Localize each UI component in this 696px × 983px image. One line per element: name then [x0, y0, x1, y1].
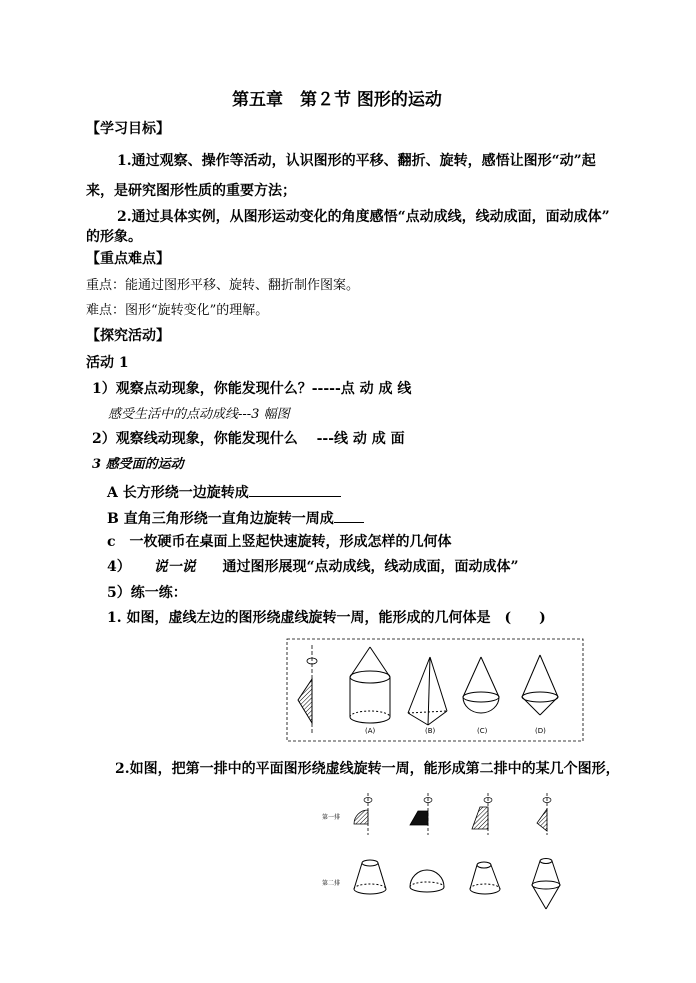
- figure-1-label-c: (C): [477, 727, 488, 735]
- figure-2-row1-shape-3: [472, 793, 492, 835]
- figure-1-label-b: (B): [425, 727, 436, 735]
- figure-2: [318, 785, 578, 915]
- question-4-say: 说一说: [153, 559, 196, 575]
- figure-1-option-c: [463, 657, 499, 713]
- figure-1-label-d: (D): [535, 727, 546, 735]
- question-1-note: 感受生活中的点动成线---3 幅图: [108, 407, 290, 422]
- figure-2-row1-shape-1: [354, 793, 372, 835]
- figure-1-option-a: [350, 647, 390, 723]
- question-1: 1）观察点动现象，你能发现什么？-----点 动 成 线: [92, 381, 412, 397]
- page-title: 第五章 第２节 图形的运动: [232, 90, 442, 110]
- figure-2-row2-frustum: [354, 860, 386, 894]
- goal2-line1: 2.通过具体实例，从图形运动变化的角度感悟“点动成线，线动成面，面动成体”: [117, 209, 610, 225]
- question-4-num: 4）: [107, 559, 131, 575]
- question-3-header: 3 感受面的运动: [92, 457, 184, 472]
- answer-blank-b[interactable]: [334, 510, 364, 523]
- key-header: 【重点难点】: [86, 251, 170, 267]
- exercise-2: 2.如图，把第一排中的平面图形绕虚线旋转一周，能形成第二排中的某几个图形，: [115, 761, 620, 777]
- figure-1-source-shape: [298, 645, 317, 735]
- exercise-1: 1. 如图，虚线左边的图形绕虚线旋转一周，能形成的几何体是 ( ): [107, 610, 546, 626]
- goal2-line2: 的形象。: [86, 229, 142, 245]
- figure-2-row1-label: 第一排: [322, 814, 341, 821]
- goal1-line1: 1.通过观察、操作等活动，认识图形的平移、翻折、旋转，感悟让图形“动”起: [117, 153, 596, 169]
- figure-1-frame: [287, 639, 583, 741]
- figure-1: [285, 635, 585, 745]
- question-b-text: B 直角三角形绕一直角边旋转一周成: [107, 511, 334, 527]
- question-4: [107, 560, 519, 574]
- goal1-line2: 来，是研究图形性质的重要方法；: [86, 183, 296, 199]
- question-a: [107, 484, 341, 500]
- figure-2-row1-shape-2: [410, 793, 432, 835]
- figure-2-row2-hemisphere: [410, 870, 444, 892]
- key-point: 重点：能通过图形平移、旋转、翻折制作图案。: [86, 278, 360, 293]
- question-2: 2）观察线动现象，你能发现什么 ---线 动 成 面: [92, 431, 405, 447]
- figure-1-option-d: [522, 655, 558, 715]
- figure-2-row2-cone-frustum: [470, 862, 500, 894]
- goals-header: 【学习目标】: [86, 121, 170, 137]
- figure-2-row2-label: 第二排: [322, 880, 341, 887]
- figure-1-label-a: (A): [365, 727, 376, 735]
- question-c: c 一枚硬币在桌面上竖起快速旋转，形成怎样的几何体: [107, 534, 452, 550]
- figure-1-option-b: [408, 657, 447, 725]
- difficulty: 难点：图形“旋转变化”的理解。: [86, 303, 269, 318]
- figure-2-row2-double-cone: [532, 859, 560, 910]
- figure-2-row1-shape-4: [537, 793, 551, 835]
- question-b: [107, 510, 364, 526]
- question-5: 5）练一练：: [107, 585, 187, 601]
- answer-blank-a[interactable]: [249, 484, 341, 497]
- question-a-text: A 长方形绕一边旋转成: [107, 485, 249, 501]
- explore-header: 【探究活动】: [86, 328, 170, 344]
- question-4-text: 通过图形展现“点动成线，线动成面，面动成体”: [222, 559, 519, 575]
- activity1-label: 活动 1: [86, 355, 129, 371]
